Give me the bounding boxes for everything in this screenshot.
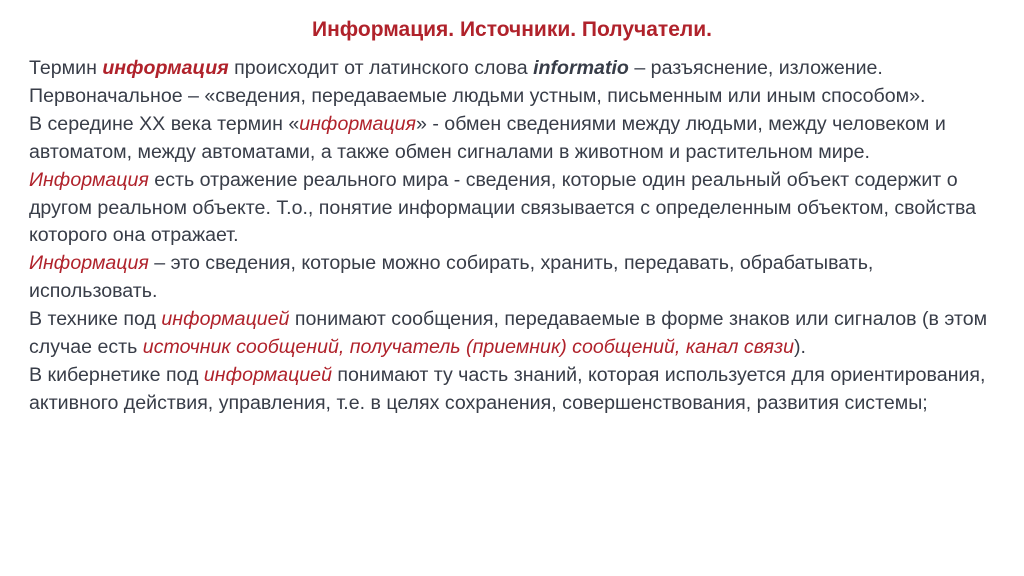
slide-title: Информация. Источники. Получатели. — [312, 18, 712, 41]
highlighted-term: информация — [299, 112, 416, 135]
paragraph-20th-century — [29, 111, 1004, 167]
text: ). — [793, 336, 806, 359]
text: происходит от латинского слова — [228, 57, 534, 79]
text: В середине XX века термин « — [29, 112, 300, 135]
text: В технике под — [29, 308, 162, 331]
text: » - обмен сведениями между людьми, между человеком и автоматом, между автоматами, а также обмен сигналами в животном и растительном мире. — [29, 112, 946, 163]
paragraph-definition — [29, 250, 1004, 306]
paragraph-technology — [29, 306, 1004, 362]
text: понимают ту часть знаний, которая используется для ориентирования, активного действия, управления, т.е. в целях сохранения, совершенствования, развития системы; — [29, 363, 986, 414]
paragraph-reflection — [29, 167, 1004, 251]
highlighted-terms: источник сообщений, получатель (приемник) сообщений, канал связи — [142, 336, 794, 359]
text: В кибернетике под — [29, 363, 204, 386]
text: – разъяснение, изложение. Первоначальное – «сведения, передаваемые людьми устным, письменным или иным способом». — [29, 57, 926, 107]
paragraph-cybernetics — [29, 362, 1004, 418]
text: – это сведения, которые можно собирать, хранить, передавать, обрабатывать, использовать. — [29, 252, 874, 303]
text: есть отражение реального мира - сведения, которые один реальный объект содержит о другом реальном объекте. Т.о., понятие информации связывается с определенным объектом, свойства которого она отражает. — [29, 168, 977, 247]
slide-body — [29, 55, 1004, 418]
highlighted-term: информация — [102, 57, 229, 79]
text: понимают сообщения, передаваемые в форме знаков или сигналов (в этом случае есть — [29, 308, 988, 359]
latin-word: informatio — [533, 57, 629, 79]
highlighted-term: Информация — [29, 168, 149, 191]
highlighted-term: Информация — [29, 252, 149, 275]
text: Термин — [29, 57, 103, 79]
highlighted-term: информацией — [203, 363, 332, 386]
highlighted-term: информацией — [161, 308, 290, 331]
paragraph-etymology — [29, 55, 1004, 111]
